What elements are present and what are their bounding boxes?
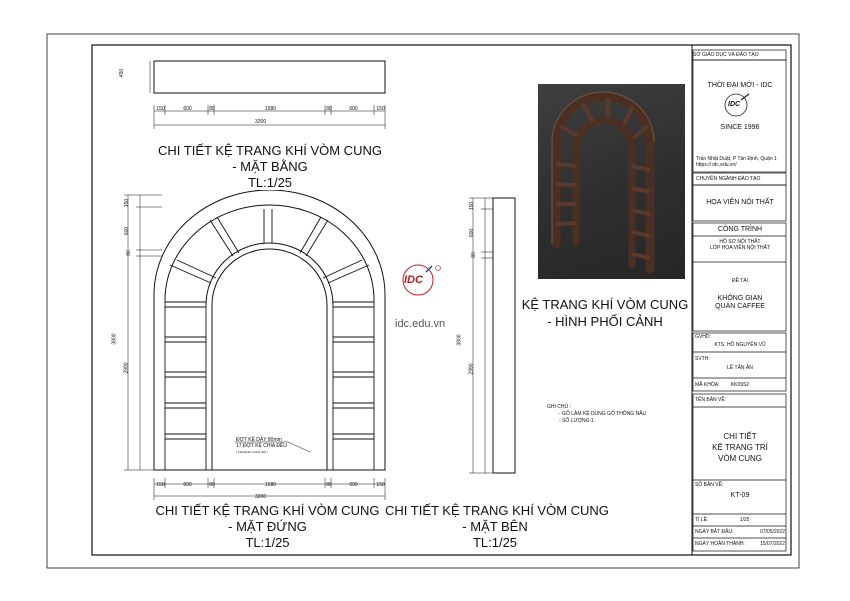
tb-website: https:// idc.edu.vn/ [696,162,737,168]
tb-project-label: CÔNG TRÌNH [717,226,763,233]
notes-heading: GHI CHÚ : [547,404,571,410]
front-scale: TL:1/25 [245,535,290,550]
tb-start-row [693,529,785,535]
side-dim-left-2: 80 [470,252,477,258]
tb-end-row [693,541,785,547]
tb-scale-label: TỈ LỆ: [695,517,709,523]
plan-dim-total: 3200 [255,119,267,125]
front-dim-left-0: 150 [124,198,131,208]
dim-label: 80 [326,482,332,488]
tb-address: Trần Nhật Duật, P Tân Định, Quận 1 [696,156,777,162]
tb-project-line1: HỒ SƠ NỘI THẤT [719,239,761,245]
tb-end: 15/07/2022 [759,541,785,547]
tb-drawing-line2: KỆ TRANG TRÍ [712,443,768,452]
side-dim-left-1: 600 [469,228,476,238]
dim-label: 1580 [264,482,277,488]
tb-code-row [693,382,789,388]
front-title-line2: - MẶT ĐỨNG [228,519,307,534]
tb-topic-line1: KHÔNG GIAN [717,295,763,302]
tb-start: 07/05/2022 [759,529,785,535]
dim-label: 600 [349,106,358,112]
dim-label: 80 [209,482,215,488]
tb-drawing [693,431,787,464]
notes-line2: - SỐ LƯỢNG:1 [559,418,594,424]
side-title-line2: - MẶT BÊN [462,519,528,534]
front-note-line3: ( KHOẢNG CÁCH 400 ) [236,450,268,454]
tb-gvhd: KTS. HỒ NGUYÊN VŨ [714,342,766,348]
tb-address-block [693,156,790,168]
tb-drawing-label: TÊN BẢN VẼ: [695,397,727,403]
front-dim-total: 3200 [255,494,267,500]
watermark-url: idc.edu.vn [395,318,446,330]
tb-topic-line2: QUÁN CAFFEE [715,303,765,310]
tb-major-label: CHUYÊN NGÀNH ĐÀO TẠO [696,176,761,182]
side-title-line1: CHI TIẾT KỆ TRANG KHÍ VÒM CUNG [385,503,609,518]
tb-since: SINCE 1996 [720,124,760,131]
plan-title-line2: - MẶT BẰNG [232,159,308,174]
dim-label: 600 [183,482,192,488]
perspective-title-line2: - HÌNH PHỐI CẢNH [547,314,663,329]
side-scale: TL:1/25 [472,535,518,550]
dim-label: 150 [376,106,385,112]
front-dim-left-3: 2990 [123,362,130,374]
tb-school: THỜI ĐẠI MỚI - IDC [707,82,773,89]
tb-project [693,239,787,251]
tb-topic [693,295,787,311]
plan-scale: TL:1/25 [247,175,293,190]
tb-code-label: MÃ KHÓA: [695,382,720,388]
front-dim-left-2: 80 [125,250,132,256]
side-dim-left-0: 150 [469,201,476,211]
tb-start-label: NGÀY BẮT ĐẦU: [695,529,734,535]
dim-label: 80 [209,106,215,112]
front-note-line1: ĐỢT KỆ DÀY 80mm [236,437,282,443]
plan-title-line1: CHI TIẾT KỆ TRANG KHÍ VÒM CUNG [158,143,382,158]
dim-label: 600 [183,106,192,112]
tb-svth-label: SVTH: [695,356,710,362]
tb-svth: LÊ TẤN ÂN [727,365,753,371]
tb-end-label: NGÀY HOÀN THÀNH: [695,541,745,547]
tb-sheet: KT-09 [730,492,750,499]
dim-label: 150 [156,482,165,488]
tb-scale: 1/25 [739,517,750,523]
tb-gvhd-label: GVHD: [695,334,711,340]
dim-label: 600 [349,482,358,488]
front-dim-left-1: 600 [124,226,131,236]
perspective-title-line1: KỆ TRANG KHÍ VÒM CUNG [521,297,689,312]
side-dim-left-3: 2990 [468,363,475,375]
front-title-line1: CHI TIẾT KỆ TRANG KHÍ VÒM CUNG [155,503,380,518]
tb-logo-text: IDC [728,101,741,108]
tb-sheet-label: SỐ BẢN VẼ: [695,482,724,488]
tb-project-line2: LỚP HỌA VIÊN NỘI THẤT [710,245,770,251]
watermark-logo-text: IDC [404,274,423,286]
tb-scale-row [693,517,789,523]
front-dim-left-total: 3800 [111,333,118,345]
notes-line1: - GỖ LÀM KỆ DÙNG GỖ THÔNG NÂU [559,411,647,417]
tb-drawing-line3: VÒM CUNG [718,454,762,463]
side-dim-left-total: 3800 [456,334,463,346]
dim-label: 150 [376,482,385,488]
tb-topic-label: ĐỀ TÀI [731,278,749,284]
dim-label: 80 [326,106,332,112]
plan-dim-height: 450 [119,68,126,78]
dim-label: 150 [156,106,165,112]
front-note-line2: 17 ĐỢT KỆ CHIA ĐỀU [236,443,287,449]
tb-major: HỌA VIÊN NỘI THẤT [706,199,774,206]
tb-drawing-line1: CHI TIẾT [723,432,757,441]
tb-department-text: SỞ GIÁO DỤC VÀ ĐÀO TẠO [693,52,759,58]
dim-label: 1580 [264,106,277,112]
tb-department [693,52,787,58]
tb-code: KK09S2 [730,382,750,388]
